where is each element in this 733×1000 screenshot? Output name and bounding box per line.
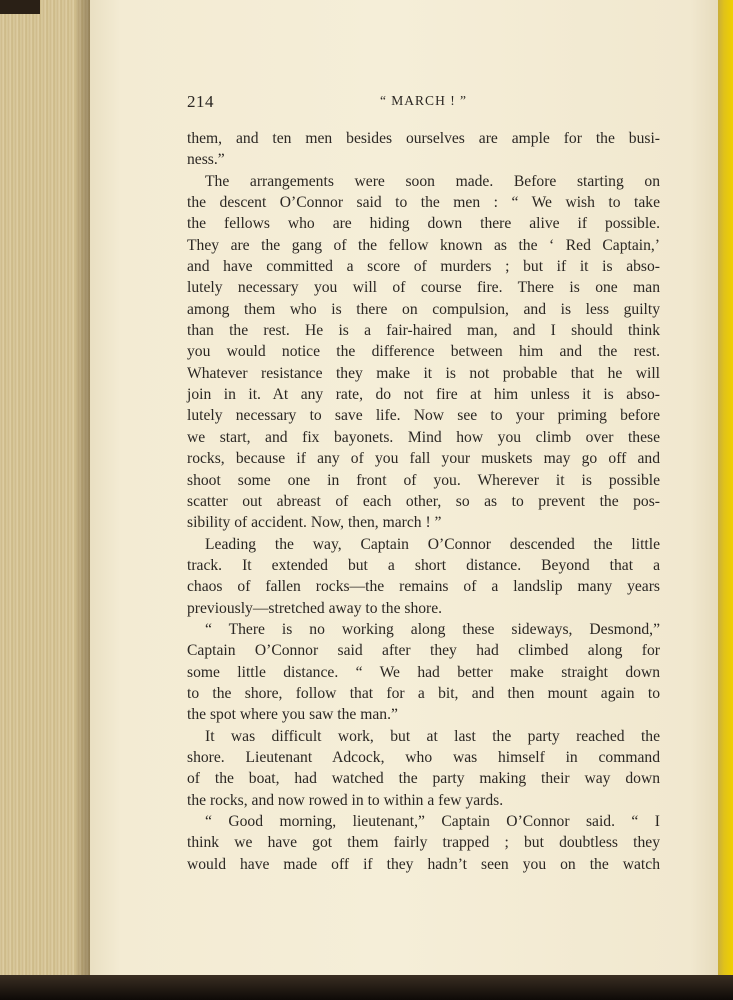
text-line: They are the gang of the fellow known as the ‘ Red Captain,’: [187, 236, 660, 254]
text-line: join in it. At any rate, do not fire at him unless it is abso-: [187, 386, 660, 404]
text-line: ness.”: [187, 151, 225, 169]
text-line: the spot where you saw the man.”: [187, 706, 398, 724]
text-line: to the shore, follow that for a bit, and then mount again to: [187, 684, 660, 702]
text-line: sibility of accident. Now, then, march ! ”: [187, 514, 442, 532]
text-line: track. It extended but a short distance. Beyond that a: [187, 556, 660, 574]
text-line: Whatever resistance they make it is not probable that he will: [187, 364, 660, 382]
page-number: 214: [187, 92, 214, 111]
text-line: rocks, because if any of you fall your muskets may go off and: [187, 450, 660, 468]
text-line: Captain O’Connor said after they had climbed along for: [187, 642, 660, 660]
text-line: some little distance. “ We had better make straight down: [187, 663, 660, 681]
text-line: you would notice the difference between him and the rest.: [187, 343, 660, 361]
text-line: lutely necessary to save life. Now see to your priming before: [187, 407, 660, 425]
page-header: [187, 92, 660, 114]
text-line: think we have got them fairly trapped ; but doubtless they: [187, 834, 660, 852]
text-line: and have committed a score of murders ; but if it is abso-: [187, 258, 660, 276]
text-line: them, and ten men besides ourselves are ample for the busi-: [187, 130, 660, 147]
text-line: of the boat, had watched the party making their way down: [187, 770, 660, 788]
book-page-edges: [0, 0, 90, 1000]
text-line: previously—stretched away to the shore.: [187, 599, 443, 617]
text-line: It was difficult work, but at last the party reached the: [205, 727, 660, 745]
text-line: chaos of fallen rocks—the remains of a landslip many years: [187, 578, 660, 596]
text-line: “ Good morning, lieutenant,” Captain O’Connor said. “ I: [205, 813, 660, 830]
text-line: the fellows who are hiding down there alive if possible.: [187, 215, 660, 233]
top-shadow: [0, 0, 40, 14]
text-line: scatter out abreast of each other, so as to prevent the pos-: [187, 492, 660, 510]
text-line: lutely necessary you will of course fire. There is one man: [187, 279, 660, 297]
text-line: Leading the way, Captain O’Connor descended the little: [205, 535, 660, 553]
page-right-edge: [718, 0, 733, 975]
text-line: we start, and fix bayonets. Mind how you climb over these: [187, 428, 660, 446]
text-line: shoot some one in front of you. Wherever it is possible: [187, 471, 660, 489]
text-line: would have made off if they hadn’t seen you on the watch: [187, 855, 660, 873]
text-line: among them who is there on compulsion, and is less guilty: [187, 300, 660, 318]
text-line: The arrangements were soon made. Before starting on: [205, 172, 660, 190]
body-text: [187, 128, 660, 875]
text-line: the descent O’Connor said to the men : “ We wish to take: [187, 194, 660, 212]
text-line: than the rest. He is a fair-haired man, and I should think: [187, 322, 660, 340]
running-title: “ MARCH ! ”: [379, 93, 468, 108]
text-line: shore. Lieutenant Adcock, who was himself in command: [187, 748, 660, 766]
bottom-shadow: [0, 975, 733, 1000]
text-line: “ There is no working along these sideways, Desmond,”: [205, 620, 660, 638]
text-line: the rocks, and now rowed in to within a few yards.: [187, 791, 504, 809]
